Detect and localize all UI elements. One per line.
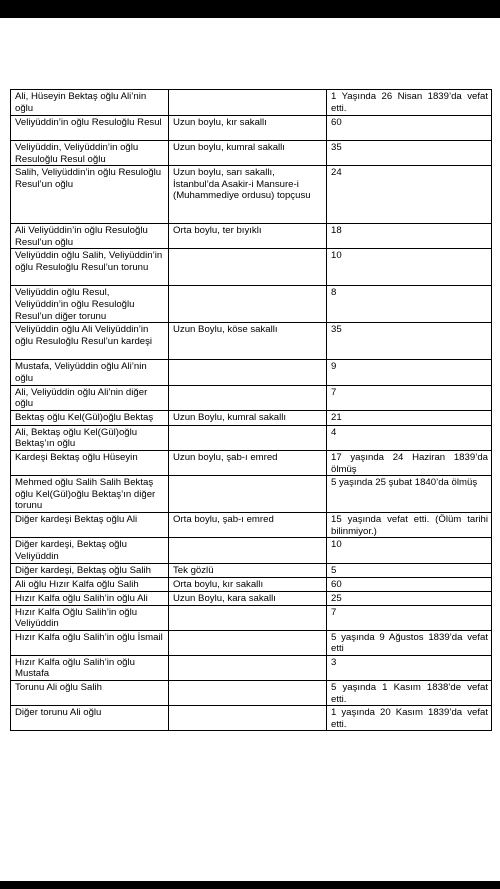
description-cell: Uzun boylu, sarı sakallı, İstanbul’da Asakir-i Mansure-i (Muhammediye ordusu) topçusu	[169, 166, 327, 224]
description-cell: Uzun boylu, kumral sakallı	[169, 141, 327, 166]
description-cell	[169, 286, 327, 323]
person-name-cell: Mustafa, Veliyüddin oğlu Ali’nin oğlu	[11, 360, 169, 385]
table-row	[11, 681, 492, 706]
table-row	[11, 425, 492, 450]
table-row	[11, 90, 492, 116]
description-cell	[169, 385, 327, 410]
age-status-cell: 1 yaşında 20 Kasım 1839’da vefat etti.	[327, 706, 492, 731]
age-status-cell: 10	[327, 249, 492, 286]
description-cell	[169, 476, 327, 513]
age-status-cell: 24	[327, 166, 492, 224]
table-row	[11, 513, 492, 538]
table-row	[11, 476, 492, 513]
person-name-cell: Ali oğlu Hızır Kalfa oğlu Salih	[11, 577, 169, 591]
person-name-cell: Veliyüddin, Veliyüddin’in oğlu Resuloğlu Resul oğlu	[11, 141, 169, 166]
age-status-cell: 1 Yaşında 26 Nisan 1839’da vefat etti.	[327, 90, 492, 116]
age-status-cell: 35	[327, 323, 492, 360]
person-name-cell: Ali, Hüseyin Bektaş oğlu Ali’nin oğlu	[11, 90, 169, 116]
description-cell: Orta boylu, kır sakallı	[169, 577, 327, 591]
person-name-cell: Veliyüddin oğlu Resul, Veliyüddin’in oğlu Resuloğlu Resul’un diğer torunu	[11, 286, 169, 323]
description-cell	[169, 90, 327, 116]
description-cell: Uzun boylu, şab-ı emred	[169, 450, 327, 475]
records-table	[10, 89, 492, 731]
person-name-cell: Hızır Kalfa oğlu Salih’in oğlu İsmail	[11, 630, 169, 655]
age-status-cell: 5 yaşında 25 şubat 1840’da ölmüş	[327, 476, 492, 513]
bottom-black-bar	[0, 881, 500, 889]
table-row	[11, 385, 492, 410]
person-name-cell: Veliyüddin’in oğlu Resuloğlu Resul	[11, 116, 169, 141]
person-name-cell: Torunu Ali oğlu Salih	[11, 681, 169, 706]
description-cell: Tek gözlü	[169, 563, 327, 577]
age-status-cell: 5 yaşında 9 Ağustos 1839’da vefat etti	[327, 630, 492, 655]
age-status-cell: 3	[327, 655, 492, 680]
table-row	[11, 577, 492, 591]
age-status-cell: 15 yaşında vefat etti. (Ölüm tarihi bilinmiyor.)	[327, 513, 492, 538]
description-cell	[169, 605, 327, 630]
table-row	[11, 605, 492, 630]
description-cell	[169, 655, 327, 680]
description-cell: Orta boylu, ter bıyıklı	[169, 224, 327, 249]
description-cell: Uzun Boylu, kumral sakallı	[169, 410, 327, 425]
description-cell	[169, 681, 327, 706]
age-status-cell: 10	[327, 538, 492, 563]
table-row	[11, 410, 492, 425]
age-status-cell: 18	[327, 224, 492, 249]
person-name-cell: Ali, Veliyüddin oğlu Ali’nin diğer oğlu	[11, 385, 169, 410]
description-cell	[169, 538, 327, 563]
person-name-cell: Ali Veliyüddin’in oğlu Resuloğlu Resul’un oğlu	[11, 224, 169, 249]
person-name-cell: Diğer kardeşi, Bektaş oğlu Salih	[11, 563, 169, 577]
age-status-cell: 21	[327, 410, 492, 425]
records-table-body	[11, 90, 492, 731]
person-name-cell: Diğer torunu Ali oğlu	[11, 706, 169, 731]
description-cell	[169, 706, 327, 731]
table-row	[11, 249, 492, 286]
description-cell: Uzun Boylu, kara sakallı	[169, 591, 327, 605]
person-name-cell: Hızır Kalfa Oğlu Salih’in oğlu Veliyüddin	[11, 605, 169, 630]
table-row	[11, 655, 492, 680]
person-name-cell: Ali, Bektaş oğlu Kel(Gül)oğlu Bektaş’ın oğlu	[11, 425, 169, 450]
age-status-cell: 35	[327, 141, 492, 166]
person-name-cell: Hızır Kalfa oğlu Salih’in oğlu Mustafa	[11, 655, 169, 680]
description-cell: Orta boylu, şab-ı emred	[169, 513, 327, 538]
description-cell	[169, 425, 327, 450]
person-name-cell: Mehmed oğlu Salih Salih Bektaş oğlu Kel(Gül)oğlu Bektaş’ın diğer torunu	[11, 476, 169, 513]
person-name-cell: Hızır Kalfa oğlu Salih’in oğlu Ali	[11, 591, 169, 605]
age-status-cell: 8	[327, 286, 492, 323]
age-status-cell: 4	[327, 425, 492, 450]
table-row	[11, 450, 492, 475]
age-status-cell: 9	[327, 360, 492, 385]
table-row	[11, 141, 492, 166]
table-row	[11, 323, 492, 360]
description-cell	[169, 360, 327, 385]
description-cell: Uzun Boylu, köse sakallı	[169, 323, 327, 360]
age-status-cell: 25	[327, 591, 492, 605]
person-name-cell: Bektaş oğlu Kel(Gül)oğlu Bektaş	[11, 410, 169, 425]
description-cell	[169, 630, 327, 655]
top-black-bar	[0, 0, 500, 18]
age-status-cell: 17 yaşında 24 Haziran 1839’da ölmüş	[327, 450, 492, 475]
table-row	[11, 706, 492, 731]
person-name-cell: Diğer kardeşi, Bektaş oğlu Veliyüddin	[11, 538, 169, 563]
age-status-cell: 7	[327, 385, 492, 410]
description-cell: Uzun boylu, kır sakallı	[169, 116, 327, 141]
person-name-cell: Veliyüddin oğlu Salih, Veliyüddin’in oğlu Resuloğlu Resul’un torunu	[11, 249, 169, 286]
age-status-cell: 60	[327, 577, 492, 591]
table-row	[11, 538, 492, 563]
age-status-cell: 60	[327, 116, 492, 141]
person-name-cell: Veliyüddin oğlu Ali Veliyüddin’in oğlu Resuloğlu Resul’un kardeşi	[11, 323, 169, 360]
table-row	[11, 630, 492, 655]
table-row	[11, 166, 492, 224]
age-status-cell: 5 yaşında 1 Kasım 1838’de vefat etti.	[327, 681, 492, 706]
table-row	[11, 563, 492, 577]
person-name-cell: Salih, Veliyüddin’in oğlu Resuloğlu Resul’un oğlu	[11, 166, 169, 224]
table-row	[11, 591, 492, 605]
table-row	[11, 286, 492, 323]
table-row	[11, 116, 492, 141]
table-row	[11, 224, 492, 249]
person-name-cell: Kardeşi Bektaş oğlu Hüseyin	[11, 450, 169, 475]
age-status-cell: 7	[327, 605, 492, 630]
table-row	[11, 360, 492, 385]
person-name-cell: Diğer kardeşi Bektaş oğlu Ali	[11, 513, 169, 538]
description-cell	[169, 249, 327, 286]
age-status-cell: 5	[327, 563, 492, 577]
